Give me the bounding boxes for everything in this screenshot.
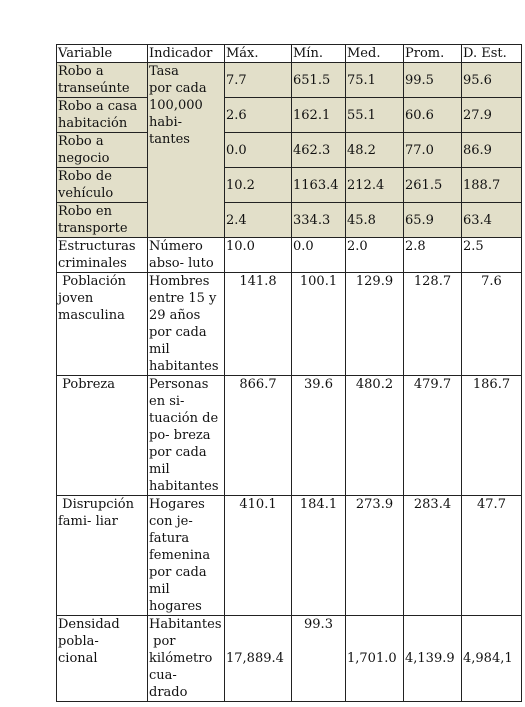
value-cell-med: 480.2 xyxy=(346,376,404,496)
value-cell-dest: 7.6 xyxy=(462,273,522,376)
value-cell-dest: 47.7 xyxy=(462,496,522,616)
value-cell-prom: 65.9 xyxy=(404,203,462,238)
indicator-cell: Hogares con je- fatura femenina por cada mil hogares xyxy=(148,496,225,616)
value-cell-prom: 479.7 xyxy=(404,376,462,496)
value-cell-max: 141.8 xyxy=(225,273,292,376)
value-cell-min: 184.1 xyxy=(292,496,346,616)
variable-cell: Robo a transeúnte xyxy=(57,63,148,98)
variable-cell: Robo en transporte xyxy=(57,203,148,238)
value-cell-min: 334.3 xyxy=(292,203,346,238)
value-cell-med: 129.9 xyxy=(346,273,404,376)
value-cell-max: 10.2 xyxy=(225,168,292,203)
variable-cell: Robo a negocio xyxy=(57,133,148,168)
variable-cell: Población joven masculina xyxy=(57,273,148,376)
variable-cell: Estructuras criminales xyxy=(57,238,148,273)
value-cell-prom: 77.0 xyxy=(404,133,462,168)
table-row xyxy=(57,616,522,702)
variable-cell: Disrupción fami- liar xyxy=(57,496,148,616)
value-cell-dest: 95.6 xyxy=(462,63,522,98)
indicator-cell: Personas en si- tuación de po- breza por cada mil habitantes xyxy=(148,376,225,496)
column-header: D. Est. xyxy=(462,45,522,63)
value-cell-min: 0.0 xyxy=(292,238,346,273)
value-cell-med: 45.8 xyxy=(346,203,404,238)
variable-cell: Robo de vehículo xyxy=(57,168,148,203)
statistics-table xyxy=(56,44,522,702)
value-cell-max: 17,889.4 xyxy=(225,616,292,702)
value-cell-min: 100.1 xyxy=(292,273,346,376)
indicator-cell: Habitantes por kilómetro cua- drado xyxy=(148,616,225,702)
value-cell-prom: 128.7 xyxy=(404,273,462,376)
column-header: Med. xyxy=(346,45,404,63)
value-cell-min: 651.5 xyxy=(292,63,346,98)
indicator-cell: Número abso- luto xyxy=(148,238,225,273)
table-row xyxy=(57,203,522,238)
value-cell-min: 462.3 xyxy=(292,133,346,168)
table-row xyxy=(57,63,522,98)
value-cell-dest: 186.7 xyxy=(462,376,522,496)
value-cell-min: 39.6 xyxy=(292,376,346,496)
value-cell-med: 75.1 xyxy=(346,63,404,98)
variable-cell: Pobreza xyxy=(57,376,148,496)
value-cell-min: 1163.4 xyxy=(292,168,346,203)
value-cell-max: 866.7 xyxy=(225,376,292,496)
table-row xyxy=(57,238,522,273)
value-cell-dest: 27.9 xyxy=(462,98,522,133)
table-row xyxy=(57,496,522,616)
value-cell-prom: 283.4 xyxy=(404,496,462,616)
value-cell-prom: 2.8 xyxy=(404,238,462,273)
column-header: Variable xyxy=(57,45,148,63)
variable-cell: Densidad pobla- cional xyxy=(57,616,148,702)
value-cell-prom: 261.5 xyxy=(404,168,462,203)
value-cell-max: 2.6 xyxy=(225,98,292,133)
table-row xyxy=(57,376,522,496)
value-cell-prom: 60.6 xyxy=(404,98,462,133)
value-cell-prom: 99.5 xyxy=(404,63,462,98)
column-header: Prom. xyxy=(404,45,462,63)
value-cell-med: 273.9 xyxy=(346,496,404,616)
value-cell-dest: 4,984,1 xyxy=(462,616,522,702)
value-cell-med: 2.0 xyxy=(346,238,404,273)
value-cell-dest: 2.5 xyxy=(462,238,522,273)
value-cell-med: 212.4 xyxy=(346,168,404,203)
table-row xyxy=(57,273,522,376)
value-cell-max: 10.0 xyxy=(225,238,292,273)
value-cell-max: 0.0 xyxy=(225,133,292,168)
column-header: Indicador xyxy=(148,45,225,63)
value-cell-med: 1,701.0 xyxy=(346,616,404,702)
value-cell-med: 48.2 xyxy=(346,133,404,168)
variable-cell: Robo a casa habitación xyxy=(57,98,148,133)
column-header: Máx. xyxy=(225,45,292,63)
value-cell-dest: 188.7 xyxy=(462,168,522,203)
table-row xyxy=(57,98,522,133)
table-body xyxy=(57,45,522,702)
indicator-cell: Tasa por cada 100,000 habi- tantes xyxy=(148,63,225,238)
value-cell-med: 55.1 xyxy=(346,98,404,133)
value-cell-dest: 86.9 xyxy=(462,133,522,168)
table-row xyxy=(57,133,522,168)
value-cell-dest: 63.4 xyxy=(462,203,522,238)
value-cell-max: 410.1 xyxy=(225,496,292,616)
value-cell-min: 99.3 xyxy=(292,616,346,702)
indicator-cell: Hombres entre 15 y 29 años por cada mil habitantes xyxy=(148,273,225,376)
value-cell-max: 7.7 xyxy=(225,63,292,98)
table-row xyxy=(57,168,522,203)
column-header: Mín. xyxy=(292,45,346,63)
value-cell-max: 2.4 xyxy=(225,203,292,238)
value-cell-min: 162.1 xyxy=(292,98,346,133)
value-cell-prom: 4,139.9 xyxy=(404,616,462,702)
header-row xyxy=(57,45,522,63)
